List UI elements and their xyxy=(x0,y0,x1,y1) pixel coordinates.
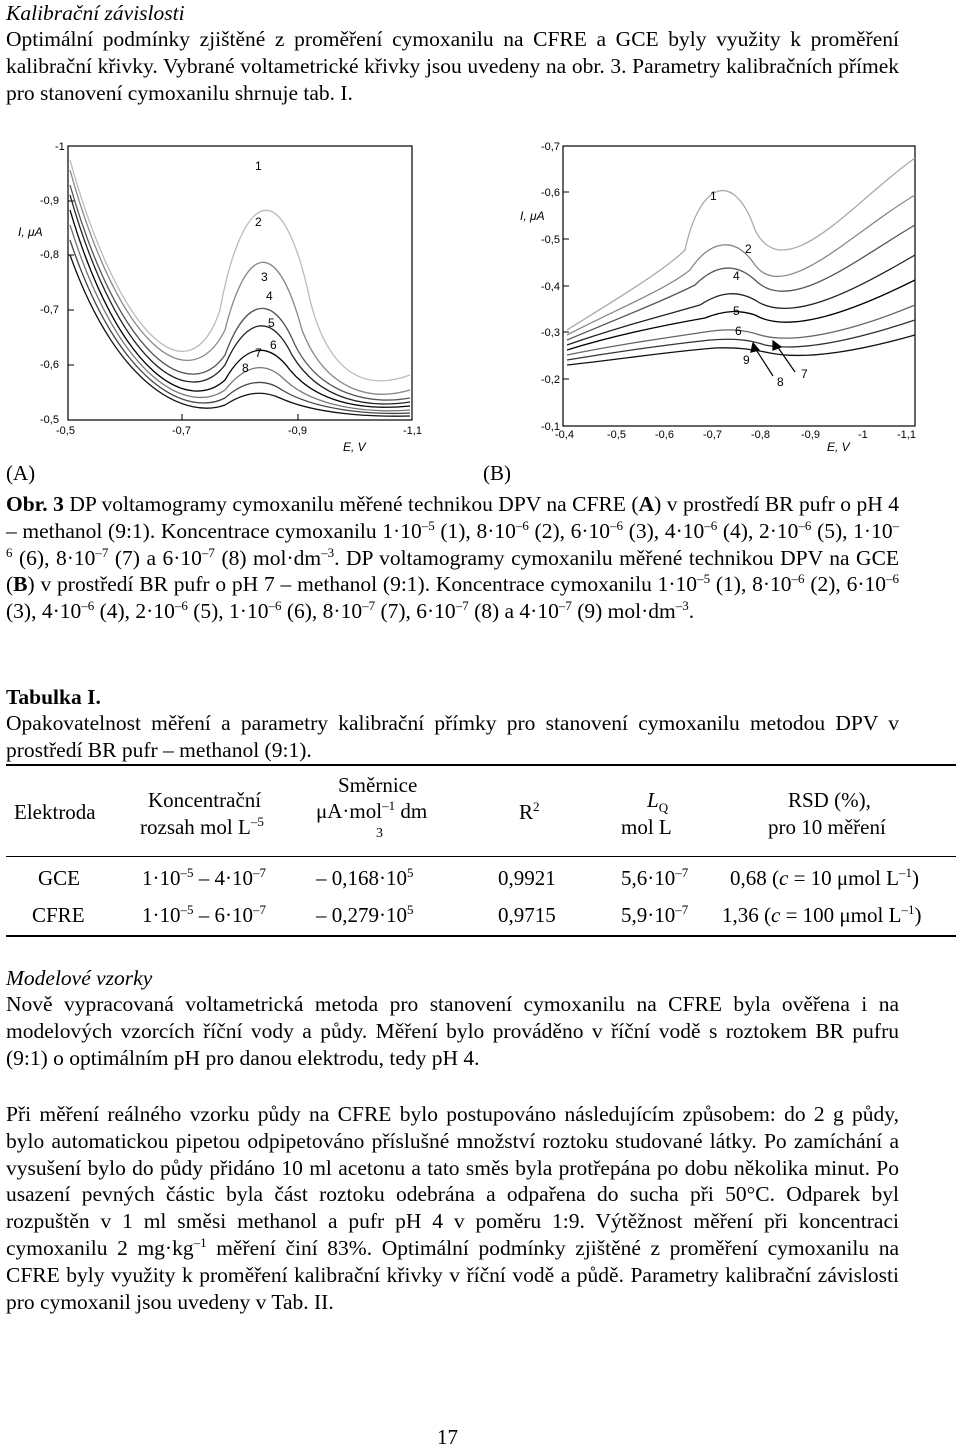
row-gce-electrode: GCE xyxy=(38,866,80,890)
row-gce-r2: 0,9921 xyxy=(498,866,556,890)
curve-label-a-4: 4 xyxy=(266,289,273,303)
row-cfre-r2: 0,9715 xyxy=(498,903,556,927)
table-description: Opakovatelnost měření a parametry kalibrační přímky pro stanovení cymoxanilu metodou DPV v prostředí BR pufr – methanol (9:1). xyxy=(6,711,899,762)
th-smernice-1: Směrnice xyxy=(338,773,418,797)
th-smernice-2: μA·mol$^{-1}$ dm xyxy=(316,798,428,823)
xtick-b-4: -0,8 xyxy=(751,429,770,441)
curve-label-a-7: 7 xyxy=(255,346,262,360)
th-smernice-3: 3 xyxy=(376,826,383,841)
curve-a-4 xyxy=(70,195,410,404)
ytick-b-3: -0,4 xyxy=(541,281,560,293)
ytick-b-1: -0,6 xyxy=(541,187,560,199)
row-gce-rsd: 0,68 (c = 10 μmol $L^{-1}$) xyxy=(730,865,919,890)
th-rozsah-2: rozsah mol $L^{-5}$ xyxy=(140,814,264,839)
xtick-b-7: -1,1 xyxy=(897,429,916,441)
curve-label-b-2: 2 xyxy=(745,242,752,256)
xlabel-a: E, V xyxy=(343,440,366,454)
th-rozsah-1: Koncentrační xyxy=(148,788,262,812)
page-number: 17 xyxy=(437,1425,458,1449)
paragraph-calibration: Optimální podmínky zjištěné z proměření cymoxanilu na CFRE a GCE byly využity k proměření kalibrační křivky. Vybrané voltametrické křivky jsou uvedeny na obr. 3. Parametry kalibračních přímek pro stanovení cymoxanilu shrnuje tab. I. xyxy=(6,27,899,105)
table-title: Tabulka I. xyxy=(6,685,101,709)
table-bottom-rule xyxy=(6,935,956,937)
plot-frame-a xyxy=(68,146,412,420)
curve-label-a-5: 5 xyxy=(268,316,275,330)
curve-label-a-1: 1 xyxy=(255,159,262,173)
curve-b-4 xyxy=(567,225,915,340)
section-heading-model: Modelové vzorky xyxy=(6,966,153,990)
plot-frame-b xyxy=(563,146,915,426)
figure-panel-b xyxy=(515,140,935,460)
table-top-rule xyxy=(6,764,956,766)
curve-label-b-7: 7 xyxy=(801,367,808,381)
row-gce-lq: $5,6\cdot 10^{-7}$ xyxy=(621,865,689,890)
row-gce-range: $1\cdot 10^{-5} - 4\cdot 10^{-7}$ xyxy=(142,865,266,890)
curve-label-b-6: 6 xyxy=(735,324,742,338)
xtick-b-1: -0,5 xyxy=(607,429,626,441)
paragraph-model-2: Při měření reálného vzorku půdy na CFRE bylo postupováno následujícím způsobem: do 2 g půdy, bylo automatickou pipetou odpipetováno příslušné množství roztoku studované látky. Po zamíchání a vysušení bylo do půdy přidáno 10 ml acetonu a tato směs byla protřepána po dobu několika minut. Po usazení pevných částic byla část roztoku odebrána a odpařena do sucha při 50°C. Odparek byl rozpuštěn v 1 ml směsi methanol a pufr pH 4 v poměru 1:9. Výtěžnost měření při koncentraci cymoxanilu 2 $mg\cdot kg^{-1}$ měření činí 83%. Optimální podmínky zjištěné z proměření cymoxanilu na CFRE byly využity k proměření kalibrační křivky v říční vodě a půdě. Parametry kalibrační závislosti pro cymoxanil jsou uvedeny v Tab. II. xyxy=(6,1102,900,1314)
xtick-a-0: -0,5 xyxy=(56,425,75,437)
figure-caption: Obr. 3 DP voltamogramy cymoxanilu měřené technikou DPV na CFRE (A) v prostředí BR pufr o pH 4 – methanol (9:1). Koncentrace cymoxanilu $1\cdot 10^{-5}$ (1), $8\cdot 10^{-6}$ (2), $6\cdot 10^{-6}$ (3), $4\cdot 10^{-6}$ (4), $2\cdot 10^{-6}$ (5), $1\cdot 10^{-6}$ (6), $8\cdot 10^{-7}$ (7) a $6\cdot 10^{-7}$ (8) $mol\cdot dm^{-3}$. DP voltamogramy cymoxanilu měřené technikou DPV na GCE (B) v prostředí BR pufr o pH 7 – methanol (9:1). Koncentrace cymoxanilu $1\cdot 10^{-5}$ (1), $8\cdot 10^{-6}$ (2), $6\cdot 10^{-6}$ (3), $4\cdot 10^{-6}$ (4), $2\cdot 10^{-6}$ (5), $1\cdot 10^{-6}$ (6), $8\cdot 10^{-7}$ (7), $6\cdot 10^{-7}$ (8) a $4\cdot 10^{-7}$ (9) $mol\cdot dm^{-3}$. xyxy=(6,492,900,624)
row-cfre-rsd: 1,36 (c = 100 μmol $L^{-1}$) xyxy=(722,902,922,927)
xlabel-b: E, V xyxy=(827,440,850,454)
xtick-b-6: -1 xyxy=(858,429,868,441)
ytick-a-4: -0,6 xyxy=(40,359,59,371)
ylabel-a: I, μA xyxy=(18,225,43,239)
ytick-b-5: -0,2 xyxy=(541,374,560,386)
xtick-b-0: -0,4 xyxy=(555,429,574,441)
curve-a-6 xyxy=(70,225,410,411)
caption-obr: Obr. 3 xyxy=(6,492,64,516)
xtick-b-5: -0,9 xyxy=(801,429,820,441)
th-rsd-2: pro 10 měření xyxy=(768,815,886,839)
curve-b-2 xyxy=(567,195,915,335)
th-lq-2: mol L xyxy=(621,815,672,839)
ytick-a-2: -0,8 xyxy=(40,249,59,261)
figure-panel-a xyxy=(10,140,430,455)
xtick-b-3: -0,7 xyxy=(703,429,722,441)
curve-label-a-6: 6 xyxy=(270,338,277,352)
th-rsd-1: RSD (%), xyxy=(788,788,871,812)
table-header-rule xyxy=(6,856,956,857)
xtick-a-2: -0,9 xyxy=(288,425,307,437)
row-cfre-slope: – $0,279\cdot 10^5$ xyxy=(316,902,414,927)
curve-label-b-8: 8 xyxy=(777,375,784,389)
panel-label-a: (A) xyxy=(6,461,36,485)
curve-a-7 xyxy=(70,240,410,413)
curve-label-b-1: 1 xyxy=(710,189,717,203)
ylabel-b: I, μA xyxy=(520,209,545,223)
xtick-a-1: -0,7 xyxy=(172,425,191,437)
xtick-a-3: -1,1 xyxy=(403,425,422,437)
ytick-b-2: -0,5 xyxy=(541,234,560,246)
section-heading-calibration: Kalibrační závislosti xyxy=(6,1,185,25)
th-r2: $R^2$ xyxy=(519,799,540,824)
ytick-a-1: -0,9 xyxy=(40,195,59,207)
ytick-b-6: -0,1 xyxy=(541,421,560,433)
curve-label-a-3: 3 xyxy=(261,270,268,284)
curve-label-b-4: 4 xyxy=(733,269,740,283)
ytick-a-3: -0,7 xyxy=(40,304,59,316)
row-cfre-electrode: CFRE xyxy=(32,903,85,927)
panel-label-b: (B) xyxy=(483,461,511,485)
curve-label-a-8: 8 xyxy=(242,361,249,375)
curve-label-b-9: 9 xyxy=(743,353,750,367)
row-gce-slope: – $0,168\cdot 10^5$ xyxy=(316,865,414,890)
ytick-a-5: -0,5 xyxy=(40,414,59,426)
row-cfre-lq: $5,9\cdot 10^{-7}$ xyxy=(621,902,689,927)
curve-label-b-5: 5 xyxy=(733,304,740,318)
paragraph-model-1: Nově vypracovaná voltametrická metoda pro stanovení cymoxanilu na CFRE byla ověřena i na modelových vzorcích říční vody a půdy. Měření bylo prováděno v říční vodě s roztokem BR pufru (9:1) o optimálním pH pro danou elektrodu, tedy pH 4. xyxy=(6,992,899,1070)
ytick-a-0: -1 xyxy=(55,141,65,153)
xtick-b-2: -0,6 xyxy=(655,429,674,441)
ytick-b-0: -0,7 xyxy=(541,141,560,153)
th-elektroda: Elektroda xyxy=(14,800,96,824)
curve-label-a-2: 2 xyxy=(255,215,262,229)
curve-a-8 xyxy=(70,255,410,416)
ytick-b-4: -0,3 xyxy=(541,327,560,339)
row-cfre-range: $1\cdot 10^{-5} - 6\cdot 10^{-7}$ xyxy=(142,902,266,927)
th-lq: $L_Q$ xyxy=(647,788,669,816)
